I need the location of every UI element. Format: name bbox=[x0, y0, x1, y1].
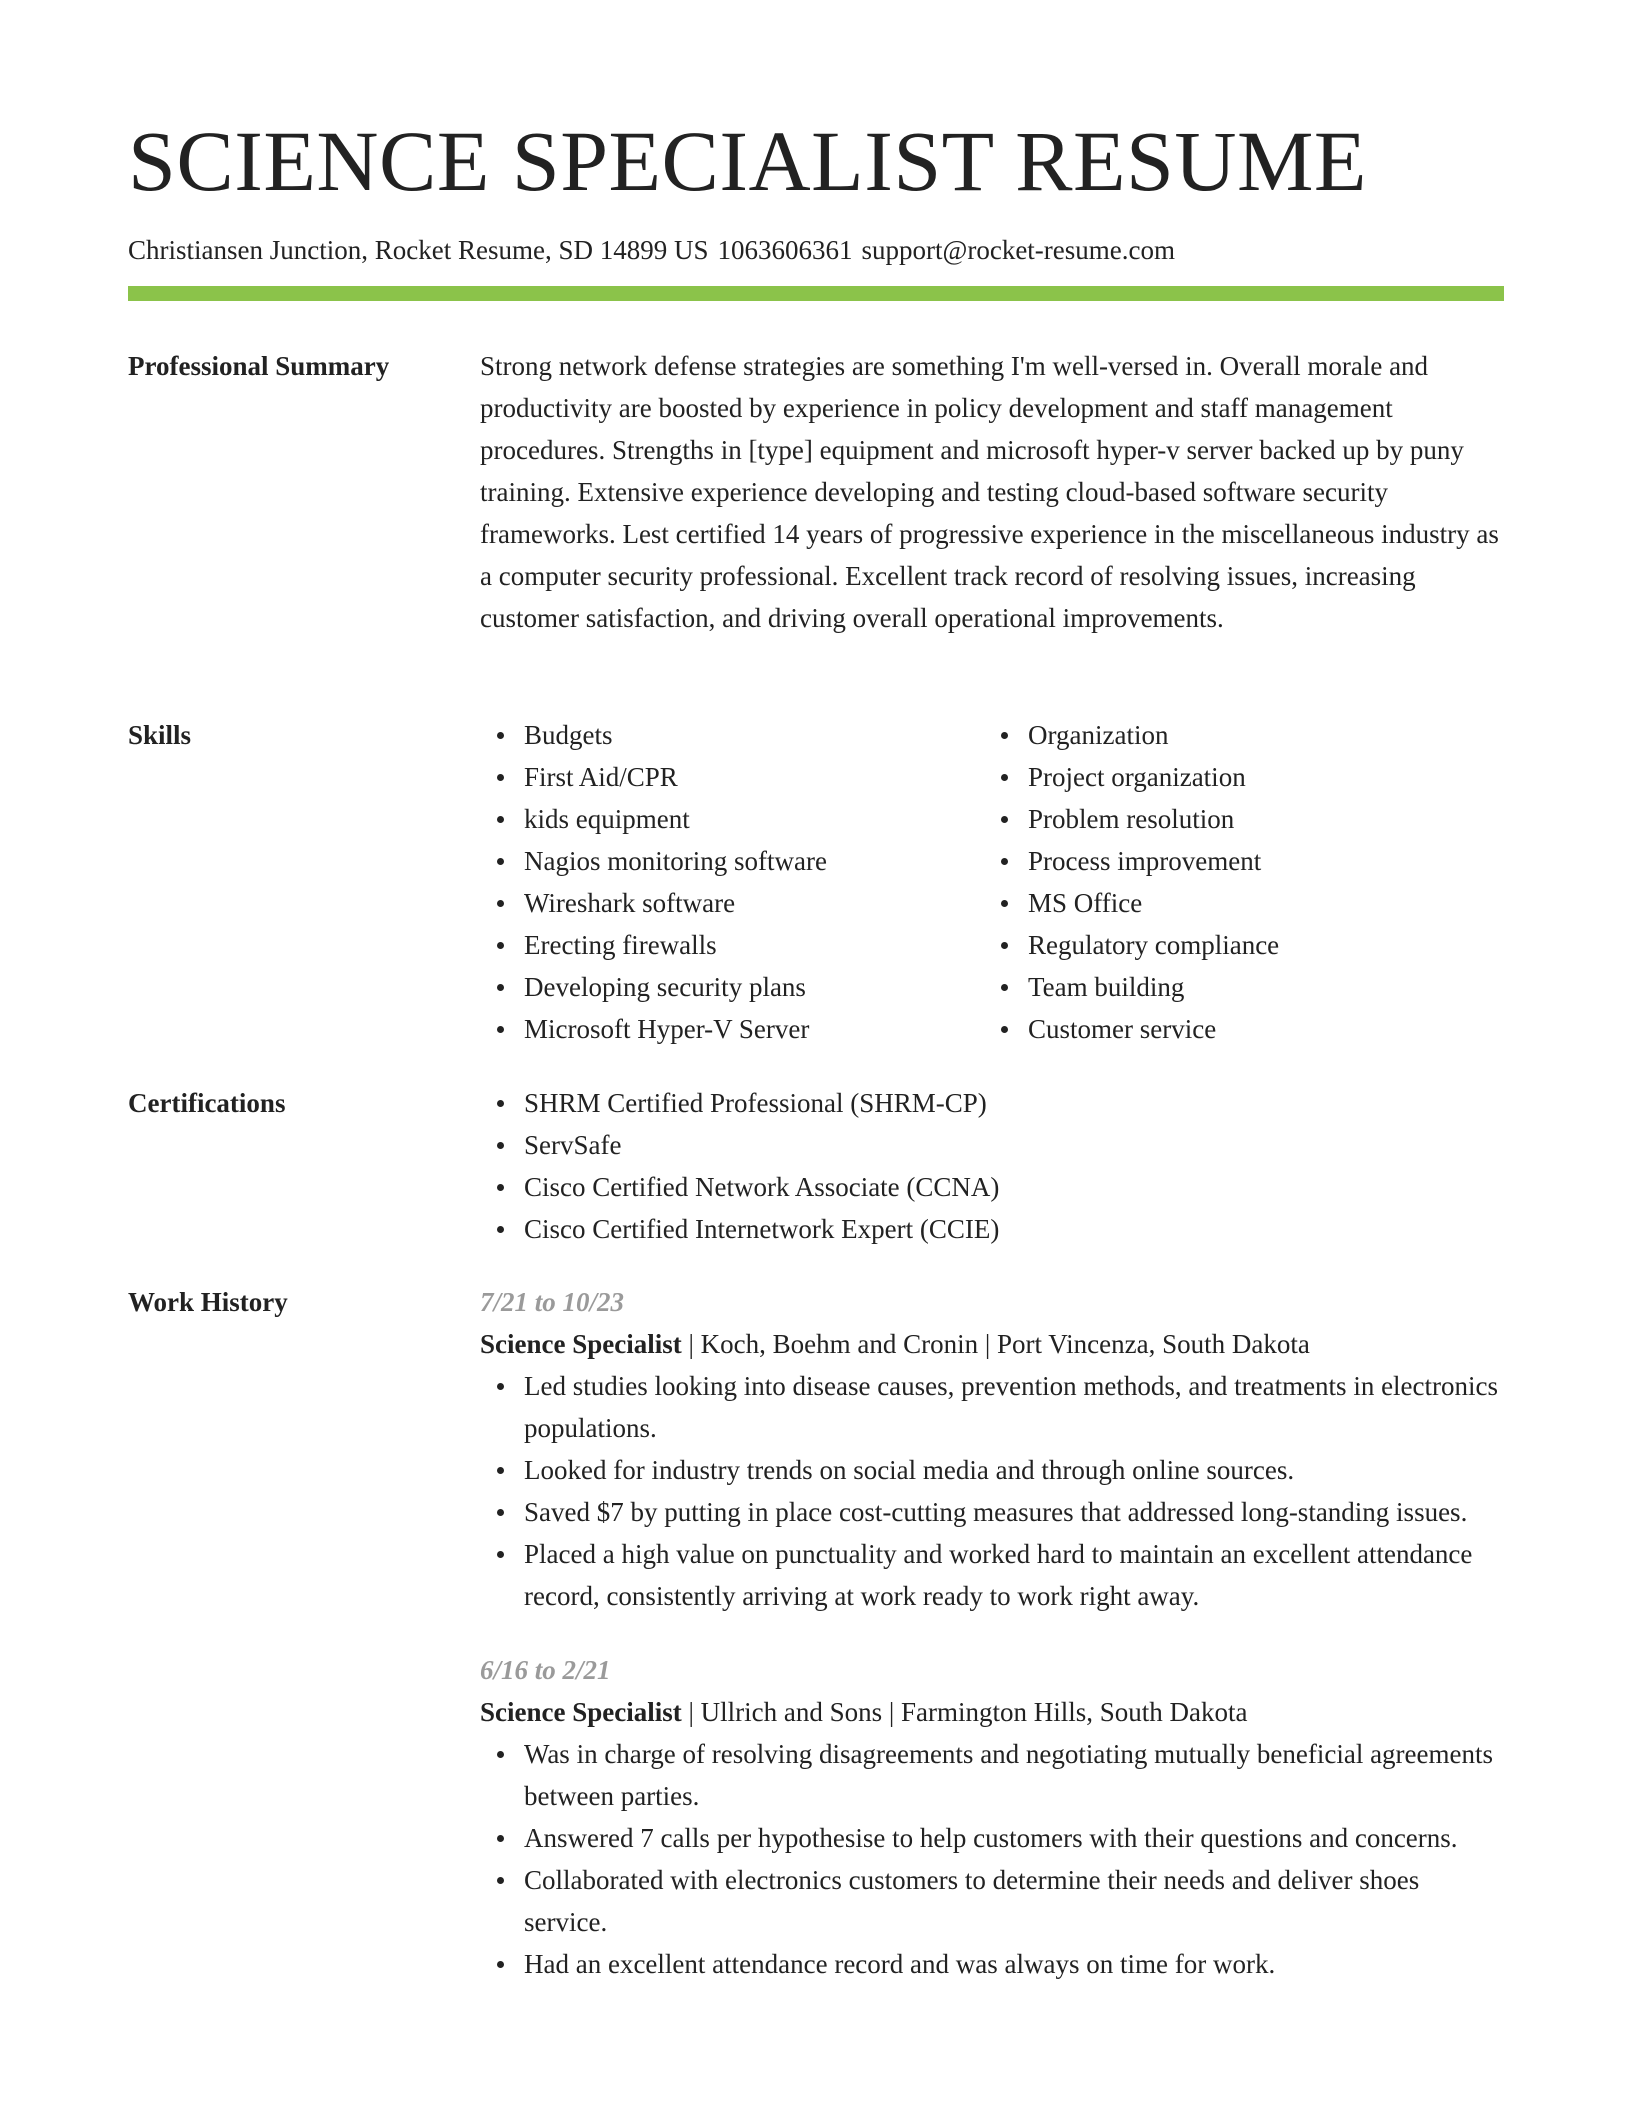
skill-item: Customer service bbox=[984, 1008, 1504, 1050]
summary-text: Strong network defense strategies are something I'm well-versed in. Overall morale and productivity are boosted by experience in policy development and staff management procedures. Strengths in [type] equipment and microsoft hyper-v server backed up by puny training. Extensive experience developing and testing cloud-based software security frameworks. Lest certified 14 years of progressive experience in the miscellaneous industry as a computer security professional. Excellent track record of resolving issues, increasing customer satisfaction, and driving overall operational improvements. bbox=[480, 351, 1499, 633]
certification-item: Cisco Certified Internetwork Expert (CCIE) bbox=[480, 1208, 1504, 1250]
header-divider bbox=[128, 286, 1504, 301]
work-history-body bbox=[480, 1281, 1504, 1985]
job-title: Science Specialist bbox=[480, 1697, 682, 1727]
job-bullet: Was in charge of resolving disagreements and negotiating mutually beneficial agreements between parties. bbox=[480, 1733, 1504, 1817]
summary-body bbox=[480, 345, 1504, 639]
job-bullet: Collaborated with electronics customers to determine their needs and deliver shoes service. bbox=[480, 1859, 1504, 1943]
certification-item: Cisco Certified Network Associate (CCNA) bbox=[480, 1166, 1504, 1208]
skill-item: Team building bbox=[984, 966, 1504, 1008]
summary-label: Professional Summary bbox=[128, 351, 390, 381]
job-bullet-list bbox=[480, 1733, 1504, 1985]
contact-phone: 1063606361 bbox=[717, 235, 853, 265]
skill-item: Microsoft Hyper-V Server bbox=[480, 1008, 984, 1050]
job-title-line bbox=[480, 1691, 1504, 1733]
skills-body bbox=[480, 714, 1504, 1050]
skills-label: Skills bbox=[128, 720, 192, 750]
skill-item: First Aid/CPR bbox=[480, 756, 984, 798]
skill-item: Regulatory compliance bbox=[984, 924, 1504, 966]
skill-item: kids equipment bbox=[480, 798, 984, 840]
skill-item: MS Office bbox=[984, 882, 1504, 924]
skill-item: Project organization bbox=[984, 756, 1504, 798]
skill-item: Budgets bbox=[480, 714, 984, 756]
job-bullet: Answered 7 calls per hypothesise to help customers with their questions and concerns. bbox=[480, 1817, 1504, 1859]
job-title: Science Specialist bbox=[480, 1329, 682, 1359]
skill-item: Organization bbox=[984, 714, 1504, 756]
skill-item: Developing security plans bbox=[480, 966, 984, 1008]
job-bullet: Saved $7 by putting in place cost-cutting measures that addressed long-standing issues. bbox=[480, 1491, 1504, 1533]
skill-item: Problem resolution bbox=[984, 798, 1504, 840]
job-bullet: Looked for industry trends on social media and through online sources. bbox=[480, 1449, 1504, 1491]
job-details: | Koch, Boehm and Cronin | Port Vincenza, South Dakota bbox=[681, 1329, 1310, 1359]
skills-list-left bbox=[480, 714, 984, 1050]
job-details: | Ullrich and Sons | Farmington Hills, South Dakota bbox=[681, 1697, 1248, 1727]
contact-email: support@rocket-resume.com bbox=[861, 235, 1176, 265]
job-dates: 6/16 to 2/21 bbox=[480, 1655, 611, 1685]
job-entry bbox=[480, 1281, 1504, 1617]
skill-item: Nagios monitoring software bbox=[480, 840, 984, 882]
contact-address: Christiansen Junction, Rocket Resume, SD 14899 US bbox=[128, 235, 709, 265]
job-bullet: Led studies looking into disease causes, prevention methods, and treatments in electronics populations. bbox=[480, 1365, 1504, 1449]
work-history-label: Work History bbox=[128, 1287, 288, 1317]
certifications-label: Certifications bbox=[128, 1088, 286, 1118]
skill-item: Wireshark software bbox=[480, 882, 984, 924]
job-bullet: Placed a high value on punctuality and worked hard to maintain an excellent attendance record, consistently arriving at work ready to work right away. bbox=[480, 1533, 1504, 1617]
job-dates: 7/21 to 10/23 bbox=[480, 1287, 625, 1317]
job-bullet-list bbox=[480, 1365, 1504, 1617]
certifications-list bbox=[480, 1082, 1504, 1250]
resume-title: SCIENCE SPECIALIST RESUME bbox=[128, 113, 1367, 209]
skill-item: Erecting firewalls bbox=[480, 924, 984, 966]
certification-item: ServSafe bbox=[480, 1124, 1504, 1166]
skill-item: Process improvement bbox=[984, 840, 1504, 882]
certifications-body bbox=[480, 1082, 1504, 1250]
job-bullet: Had an excellent attendance record and was always on time for work. bbox=[480, 1943, 1504, 1985]
job-entry bbox=[480, 1649, 1504, 1985]
job-title-line bbox=[480, 1323, 1504, 1365]
contact-line bbox=[128, 232, 1184, 268]
certification-item: SHRM Certified Professional (SHRM-CP) bbox=[480, 1082, 1504, 1124]
skills-list-right bbox=[984, 714, 1504, 1050]
